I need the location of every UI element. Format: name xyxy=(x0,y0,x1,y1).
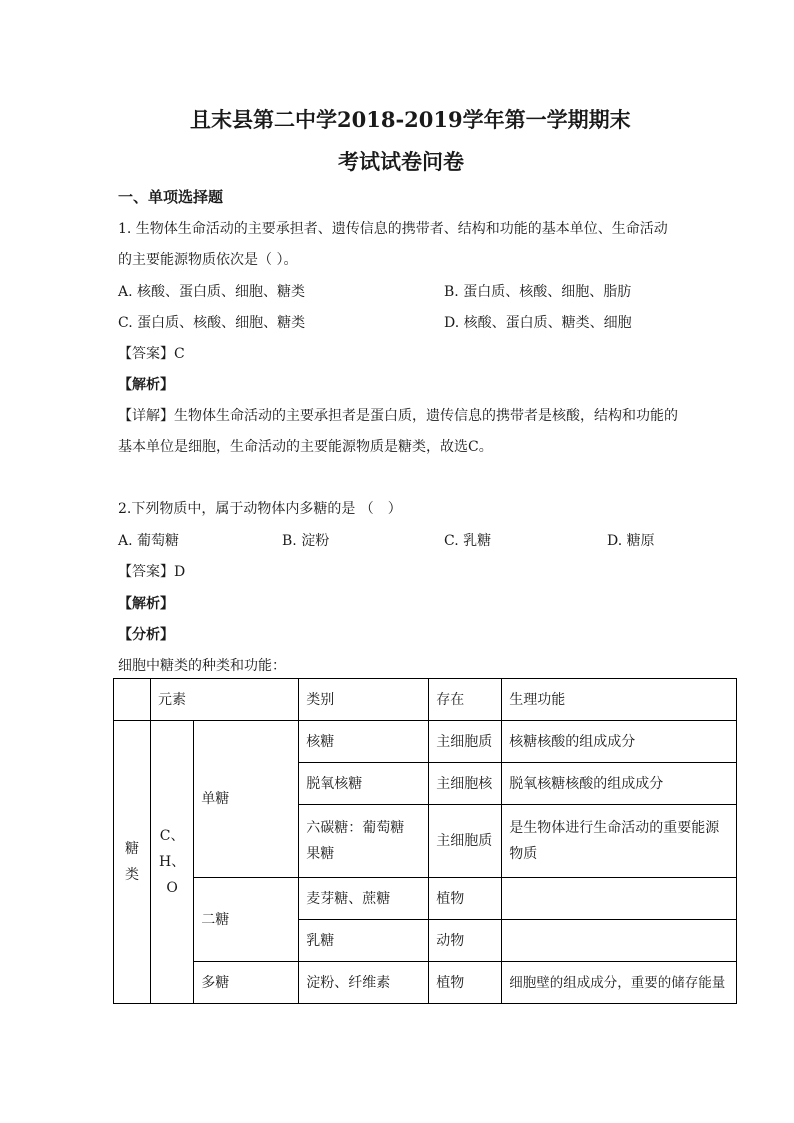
table-cell-function: 细胞壁的组成成分，重要的储存能量 xyxy=(502,962,737,1004)
q2-stem: 2.下列物质中，属于动物体内多糖的是 （ ） xyxy=(118,501,402,517)
q2-option-c: C. 乳糖 xyxy=(444,533,492,549)
q1-analysis-label: 【解析】 xyxy=(118,377,174,393)
q2-answer: 【答案】D xyxy=(118,564,186,580)
table-header-category: 类别 xyxy=(299,679,429,721)
q1-option-a: A. 核酸、蛋白质、细胞、糖类 xyxy=(118,284,306,300)
table-di-cell: 二糖 xyxy=(194,878,299,962)
table-cell-location: 主细胞质 xyxy=(429,805,502,878)
q1-option-d: D. 核酸、蛋白质、糖类、细胞 xyxy=(444,315,632,331)
section-heading: 一、单项选择题 xyxy=(118,188,224,206)
table-cell-function xyxy=(502,920,737,962)
table-cell-name: 脱氧核糖 xyxy=(299,763,429,805)
table-poly-cell: 多糖 xyxy=(194,962,299,1004)
table-cell-location: 动物 xyxy=(429,920,502,962)
table-row xyxy=(114,878,737,920)
sugar-table xyxy=(113,678,737,1004)
table-row xyxy=(114,721,737,763)
table-cell-location: 主细胞核 xyxy=(429,763,502,805)
q1-stem-line2: 的主要能源物质依次是（ ）。 xyxy=(118,252,298,268)
q1-detail-line1: 【详解】生物体生命活动的主要承担者是蛋白质，遗传信息的携带者是核酸，结构和功能的 xyxy=(118,408,678,424)
table-cell-function: 核糖核酸的组成成分 xyxy=(502,721,737,763)
table-intro: 细胞中糖类的种类和功能： xyxy=(118,658,286,674)
table-cell-name: 麦芽糖、蔗糖 xyxy=(299,878,429,920)
table-header-row xyxy=(114,679,737,721)
table-cell-function xyxy=(502,878,737,920)
table-header-element: 元素 xyxy=(151,679,299,721)
table-group-cell: 糖类 xyxy=(114,721,151,1004)
table-cell-location: 植物 xyxy=(429,878,502,920)
table-mono-cell: 单糖 xyxy=(194,721,299,878)
q1-option-b: B. 蛋白质、核酸、细胞、脂肪 xyxy=(444,284,632,300)
page-title: 且末县第二中学2018-2019学年第一学期期末 xyxy=(190,107,631,132)
q2-fenxi-label: 【分析】 xyxy=(118,627,174,643)
page-subtitle: 考试试卷问卷 xyxy=(338,149,464,174)
q1-stem-line1: 1. 生物体生命活动的主要承担者、遗传信息的携带者、结构和功能的基本单位、生命活动 xyxy=(118,221,668,237)
table-row xyxy=(114,962,737,1004)
table-cell-function: 是生物体进行生命活动的重要能源物质 xyxy=(502,805,737,878)
q2-analysis-label: 【解析】 xyxy=(118,596,174,612)
q1-answer: 【答案】C xyxy=(118,346,185,362)
table-cell-location: 主细胞质 xyxy=(429,721,502,763)
q2-option-b: B. 淀粉 xyxy=(282,533,330,549)
table-header-location: 存在 xyxy=(429,679,502,721)
table-cell-function: 脱氧核糖核酸的组成成分 xyxy=(502,763,737,805)
table-cell-name: 乳糖 xyxy=(299,920,429,962)
q1-option-c: C. 蛋白质、核酸、细胞、糖类 xyxy=(118,315,306,331)
table-header-blank xyxy=(114,679,151,721)
table-cell-location: 植物 xyxy=(429,962,502,1004)
q2-option-a: A. 葡萄糖 xyxy=(118,533,180,549)
table-cell-name: 六碳糖：葡萄糖 果糖 xyxy=(299,805,429,878)
table-cell-name: 核糖 xyxy=(299,721,429,763)
table-elements-cell: C、H、O xyxy=(151,721,194,1004)
table-cell-name: 淀粉、纤维素 xyxy=(299,962,429,1004)
q1-detail-line2: 基本单位是细胞，生命活动的主要能源物质是糖类，故选C。 xyxy=(118,439,493,455)
table-header-function: 生理功能 xyxy=(502,679,737,721)
q2-option-d: D. 糖原 xyxy=(607,533,655,549)
